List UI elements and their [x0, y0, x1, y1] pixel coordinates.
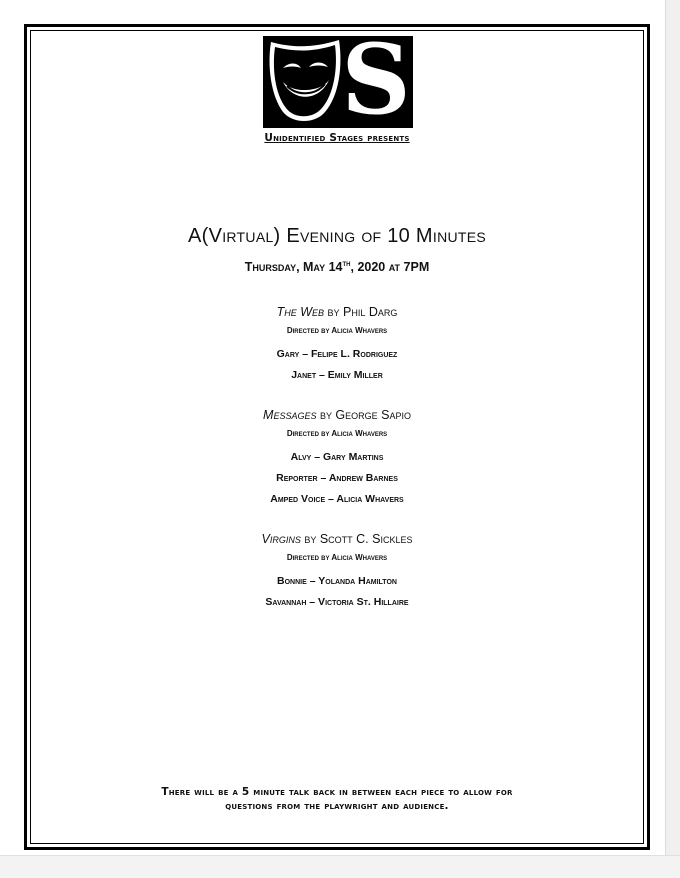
viewer-bottom-margin [0, 855, 680, 878]
cast-member: Bonnie – Yolanda Hamilton [277, 575, 397, 587]
event-date-rest: , 2020 at 7PM [350, 260, 430, 275]
cast-member: Gary – Felipe L. Rodriguez [276, 348, 398, 360]
event-date-ordinal: th [342, 259, 351, 268]
play-title [27, 407, 647, 423]
logo-letter: S [341, 23, 411, 136]
page-content [27, 23, 647, 847]
event-title: A(Virtual) Evening of 10 Minutes [187, 225, 487, 247]
play-name: Messages [263, 408, 317, 422]
cast-member: Janet – Emily Miller [291, 369, 383, 381]
play-name: The Web [276, 305, 325, 319]
page-border [24, 24, 650, 850]
talkback-note-line: questions from the playwright and audience. [225, 800, 449, 812]
play-cast [27, 447, 647, 510]
play-title [27, 304, 647, 320]
play-director: Directed by Alicia Whavers [286, 429, 388, 438]
play-director: Directed by Alicia Whavers [286, 326, 388, 335]
play-director: Directed by Alicia Whavers [286, 553, 388, 562]
play-author: by George Sapio [316, 408, 411, 422]
event-date [27, 259, 647, 274]
company-logo [263, 23, 413, 136]
play-cast [27, 571, 647, 613]
play-author: by Scott C. Sickles [300, 532, 413, 546]
play-name: Virgins [261, 532, 301, 546]
cast-member: Savannah – Victoria St. Hillaire [265, 596, 409, 608]
play-block [27, 304, 647, 386]
play-title [27, 531, 647, 547]
play-block [27, 407, 647, 510]
viewer-scrollbar[interactable] [665, 0, 680, 878]
cast-member: Alvy – Gary Martins [290, 451, 384, 463]
play-author: by Phil Darg [324, 305, 398, 319]
cast-member: Amped Voice – Alicia Whavers [270, 493, 404, 505]
talkback-note-line: There will be a 5 minute talk back in between each piece to allow for [161, 786, 513, 798]
event-date-prefix: Thursday, May 14 [244, 260, 343, 275]
talkback-note [67, 785, 607, 813]
cast-member: Reporter – Andrew Barnes [276, 472, 398, 484]
play-block [27, 531, 647, 613]
play-cast [27, 344, 647, 386]
presenter-heading: Unidentified Stages presents [264, 132, 410, 144]
